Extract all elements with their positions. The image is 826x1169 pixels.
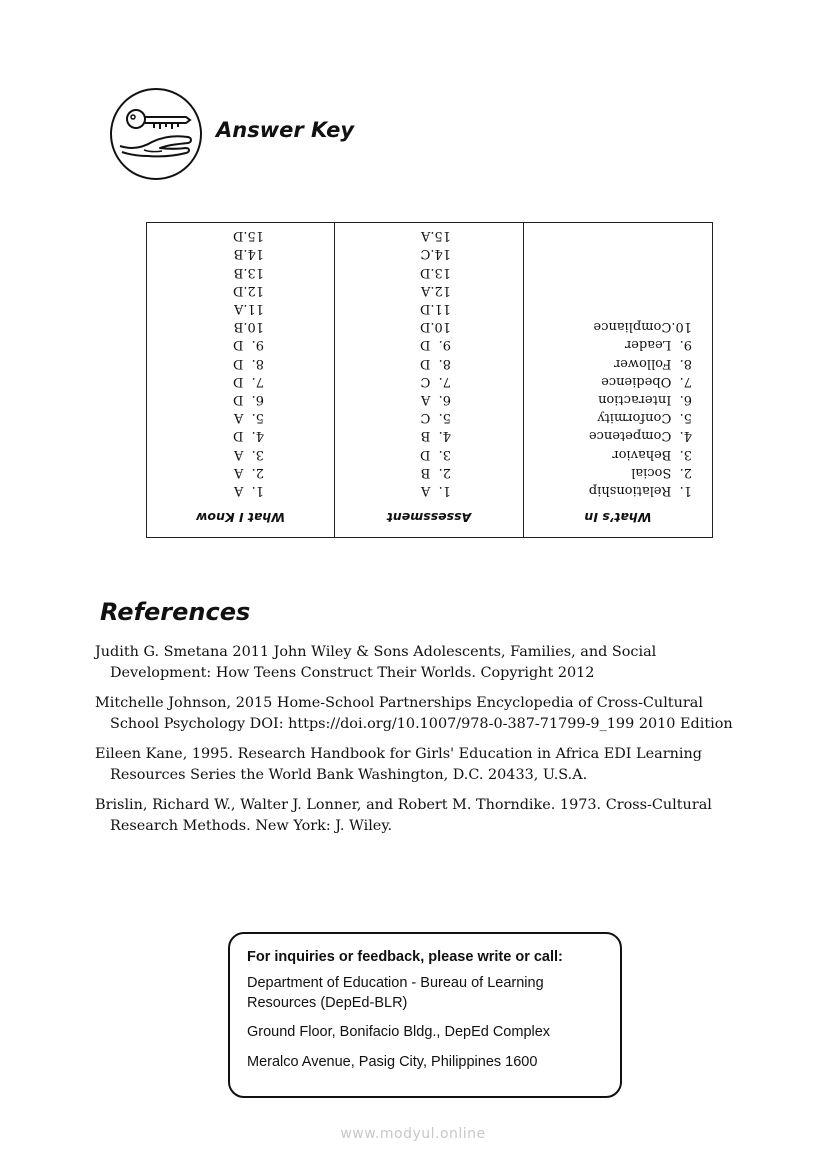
answer-item: 15.A: [420, 228, 451, 244]
answer-item: 3. D: [419, 446, 451, 462]
footer-watermark: www.modyul.online: [340, 1126, 486, 1142]
answer-item: 7. C: [420, 373, 451, 389]
answer-item: 5. C: [420, 410, 451, 426]
answer-item: 1. A: [420, 483, 451, 498]
answer-item: 12.A: [420, 282, 451, 298]
column-heading: Assessment: [386, 510, 472, 525]
answer-item: 5. A: [233, 410, 264, 426]
references-title: References: [100, 598, 251, 626]
answer-item: 8. D: [419, 355, 451, 371]
answer-item: 10.B: [233, 319, 264, 335]
answer-item: 4. Competence: [588, 428, 692, 444]
answer-item: 9. D: [419, 337, 451, 353]
answer-item: 6. D: [232, 391, 264, 407]
reference-entry: Judith G. Smetana 2011 John Wiley & Sons Adolescents, Families, and Social Development: How Teens Construct Their Worlds. Copyright 2012: [95, 644, 657, 681]
answer-item: 10.D: [419, 319, 451, 335]
answer-item: 5. Conformity: [597, 410, 692, 426]
answer-key-table: [146, 222, 713, 538]
answer-item: 6. Interaction: [598, 391, 692, 407]
answer-item: 13.D: [419, 264, 451, 280]
answer-item: 12.D: [232, 282, 264, 298]
column-heading: What I Know: [195, 510, 286, 525]
answer-list: [589, 317, 692, 499]
answer-item: 9. Leader: [625, 337, 692, 353]
answer-item: 2. B: [420, 464, 451, 480]
inquiry-line: Department of Education - Bureau of Learning Resources (DepEd-BLR): [247, 975, 544, 1011]
reference-entry: Mitchelle Johnson, 2015 Home-School Partnerships Encyclopedia of Cross-Cultural School Psychology DOI: https://doi.org/10.1007/978-0-387-71799-9_199 2010 Edition: [95, 695, 733, 732]
reference-entry: Brislin, Richard W., Walter J. Lonner, and Robert M. Thorndike. 1973. Cross-Cultural Research Methods. New York: J. Wiley.: [95, 797, 712, 834]
inquiry-title: For inquiries or feedback, please write or call:: [247, 949, 563, 965]
inquiry-box: [228, 932, 622, 1098]
answer-column-what-i-know: [146, 222, 335, 538]
answer-key-title: Answer Key: [216, 118, 355, 142]
answer-column-assessment: [334, 222, 524, 538]
inquiry-line: Meralco Avenue, Pasig City, Philippines 1600: [247, 1053, 538, 1070]
answer-item: 2. Social: [631, 464, 692, 480]
answer-item: 4. D: [232, 428, 264, 444]
answer-item: 3. A: [233, 446, 264, 462]
answer-item: 14.B: [233, 246, 264, 262]
answer-item: 8. D: [232, 355, 264, 371]
answer-item: 11.D: [419, 300, 451, 316]
answer-item: 1. Relationship: [588, 483, 692, 498]
answer-item: 6. A: [420, 391, 451, 407]
answer-item: 10.Compliance: [593, 319, 692, 335]
answer-column-whats-in: [523, 222, 713, 538]
answer-item: 2. A: [233, 464, 264, 480]
key-in-hand-icon: [108, 86, 204, 182]
answer-item: 7. Obedience: [601, 373, 692, 389]
answer-item: 8. Follower: [614, 355, 692, 371]
answer-item: 15.D: [232, 228, 264, 244]
answer-item: 11.A: [233, 300, 264, 316]
reference-entry: Eileen Kane, 1995. Research Handbook for Girls' Education in Africa EDI Learning Resources Series the World Bank Washington, D.C. 20433, U.S.A.: [95, 746, 702, 783]
answer-item: 9. D: [232, 337, 264, 353]
answer-list: [233, 226, 264, 499]
inquiry-line: Ground Floor, Bonifacio Bldg., DepEd Complex: [247, 1024, 551, 1040]
column-heading: What’s In: [584, 510, 652, 525]
answer-list: [420, 226, 451, 499]
answer-item: 3. Behavior: [612, 446, 692, 462]
answer-item: 13.B: [233, 264, 264, 280]
answer-item: 1. A: [233, 483, 264, 498]
answer-item: 7. D: [232, 373, 264, 389]
answer-item: 14.C: [420, 246, 451, 262]
reference-list: [95, 642, 735, 846]
answer-item: 4. B: [420, 428, 451, 444]
